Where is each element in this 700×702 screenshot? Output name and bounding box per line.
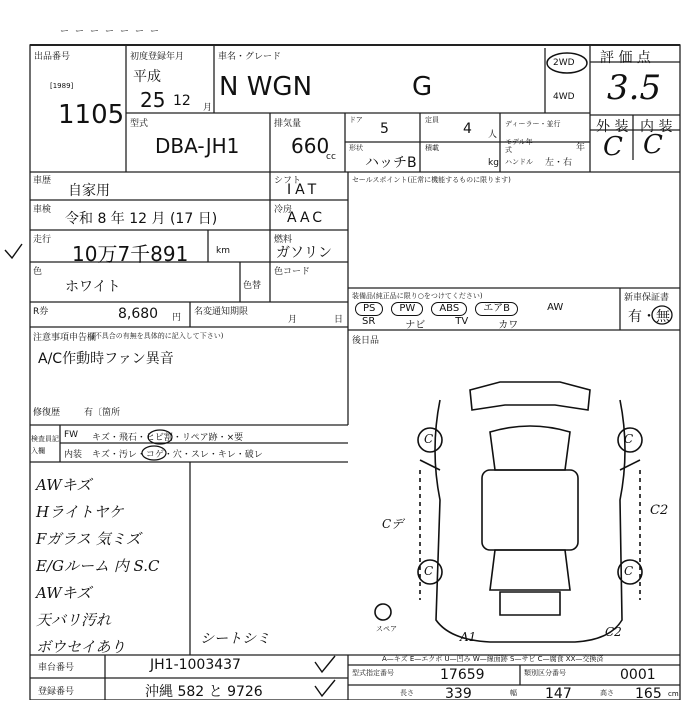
- dealer-label: ディーラー・並行: [505, 120, 561, 128]
- fw-label: FW: [64, 430, 79, 440]
- warranty-label: 新車保証書: [624, 293, 670, 303]
- notes-label: 注意事項申告欄: [33, 333, 97, 343]
- model-label: 型式: [130, 119, 149, 129]
- mark-a1: A1: [460, 630, 477, 644]
- handwritten-note: AWキズ: [36, 584, 92, 602]
- model-year-label: モデル年式: [505, 138, 533, 154]
- mark-rr: C: [624, 564, 634, 578]
- mileage-unit: km: [216, 246, 230, 256]
- handwritten-note: 天バリ汚れ: [36, 611, 112, 629]
- ac: AAC: [287, 210, 326, 226]
- mark-side: Cデ: [382, 517, 404, 531]
- displacement: 660: [291, 134, 330, 158]
- length-label: 長さ: [400, 689, 414, 697]
- width-label: 幅: [510, 689, 517, 697]
- notes-text: A/C作動時ファン異音: [38, 351, 174, 367]
- handwritten-note: Fガラス 気ミズ: [36, 530, 141, 548]
- recycle: 8,680: [118, 306, 159, 322]
- car-name: N WGN: [219, 72, 313, 102]
- day-label: 日: [334, 315, 344, 325]
- shift: IAT: [287, 182, 321, 198]
- equipment-item: ナビ: [405, 320, 426, 331]
- handle: 左・右: [545, 158, 573, 168]
- color-label: 色: [33, 267, 43, 277]
- notes-sublabel: (不具合の有無を具体的に記入して下さい): [92, 332, 224, 340]
- chassis-label: 車台番号: [38, 663, 75, 673]
- handwritten-note: ボウセイあり: [36, 638, 126, 656]
- exterior-grade: C: [603, 132, 623, 162]
- capacity: 4: [463, 121, 472, 137]
- equipment-item: カワ: [498, 320, 519, 331]
- lot-year: [1989]: [50, 82, 74, 90]
- interior-check-label: 内装: [64, 450, 83, 460]
- length: 339: [445, 686, 472, 702]
- drive-4wd: 4WD: [553, 92, 575, 102]
- handwritten-notes: [36, 472, 160, 661]
- model: DBA-JH1: [155, 134, 240, 158]
- ac-label: 冷房: [274, 205, 293, 215]
- equipment-item: TV: [455, 316, 469, 327]
- equipment-label: 装備品(純正品に限り○をつけてください): [352, 292, 483, 300]
- capacity-unit: 人: [488, 130, 498, 140]
- usage: 自家用: [68, 183, 110, 199]
- rear-seat-label: 後日品: [352, 336, 380, 346]
- era: 平成: [133, 69, 161, 85]
- fw-items: キズ・飛石・ヒビ割・リペア跡・×要: [92, 433, 244, 443]
- sales-point-label: セールスポイント(正常に機能するものに限ります): [352, 176, 511, 184]
- class-no: 0001: [620, 667, 656, 683]
- name-label: 車名・グレード: [218, 52, 282, 62]
- car-diagram: [375, 382, 642, 642]
- grade: G: [412, 72, 433, 102]
- lot-number: 1105: [58, 100, 125, 130]
- seat-note: シートシミ: [200, 631, 270, 647]
- top-strip: ーーーーーーー: [60, 27, 166, 37]
- usage-label: 車歴: [33, 176, 52, 186]
- shape-label: 形状: [349, 144, 363, 152]
- repair-value: 有〔箇所: [84, 408, 121, 418]
- mark-fr: C: [624, 432, 634, 446]
- equipment-item: PW: [391, 302, 423, 316]
- shift-label: シフト: [274, 176, 302, 186]
- handwritten-note: E/Gルーム 内 S.C: [36, 557, 160, 575]
- reg-year: 25: [140, 88, 166, 112]
- recycle-unit: 円: [172, 313, 182, 323]
- handwritten-note: Hライトヤケ: [36, 503, 124, 521]
- equipment-item: エアB: [475, 302, 518, 316]
- reg-label: 初度登録年月: [130, 52, 185, 62]
- door-label: ドア: [349, 116, 363, 124]
- repair-label: 修復歴: [33, 408, 61, 418]
- disp-unit: cc: [326, 152, 336, 162]
- capacity-label: 定員: [425, 116, 439, 124]
- color: ホワイト: [65, 279, 121, 295]
- equipment-item: PS: [355, 302, 383, 316]
- color-code-label: 色コード: [274, 267, 311, 277]
- equipment-item: AW: [547, 302, 564, 313]
- fuel: ガソリン: [276, 245, 332, 261]
- drive-2wd: 2WD: [553, 58, 575, 68]
- mark-fl: C: [424, 432, 434, 446]
- type-cert: 17659: [440, 667, 485, 683]
- equipment-item: ABS: [431, 302, 467, 316]
- height: 165: [635, 686, 662, 702]
- plate-label: 登録番号: [38, 687, 75, 697]
- spare-label: スペア: [376, 625, 397, 633]
- warranty: 有・無: [628, 309, 670, 325]
- equipment-item: SR: [362, 316, 376, 327]
- interior-items: キズ・汚レ・コゲ・穴・スレ・キレ・破レ: [92, 450, 263, 460]
- body-shape: ハッチB: [365, 155, 417, 171]
- title-deadline-label: 名変通知期限: [194, 307, 249, 317]
- load-label: 積載: [425, 144, 439, 152]
- inspection-label: 車検: [33, 205, 52, 215]
- month-label: 月: [288, 315, 298, 325]
- handle-label: ハンドル: [505, 158, 533, 166]
- mileage: 10万7千891: [72, 242, 189, 266]
- load-unit: kg: [488, 158, 499, 168]
- fuel-label: 燃料: [274, 235, 293, 245]
- plate: 沖縄 582 と 9726: [145, 684, 263, 700]
- score: 3.5: [607, 68, 662, 108]
- lot-label: 出品番号: [34, 52, 71, 62]
- chassis: JH1-1003437: [150, 657, 241, 673]
- exterior-label: 外 装: [596, 119, 629, 135]
- equipment-row2: [362, 316, 518, 331]
- interior-grade: C: [643, 130, 663, 160]
- month-unit: 月: [203, 103, 213, 113]
- color-change-label: 色替: [243, 281, 262, 291]
- class-label: 類別区分番号: [524, 669, 566, 677]
- mileage-label: 走行: [33, 235, 52, 245]
- height-label: 高さ: [600, 689, 614, 697]
- doors: 5: [380, 121, 389, 137]
- year-unit: 年: [576, 143, 586, 153]
- interior-label: 内 装: [640, 119, 673, 135]
- mark-c2-rear: C2: [605, 625, 622, 639]
- checker-label: 検査員記入欄: [31, 435, 59, 455]
- type-cert-label: 型式指定番号: [352, 669, 394, 677]
- disp-label: 排気量: [274, 119, 302, 129]
- width: 147: [545, 686, 572, 702]
- reg-month: 12: [173, 93, 191, 109]
- recycle-label: R券: [33, 307, 49, 317]
- mark-c2-right: C2: [650, 503, 669, 518]
- legend: A—キズ E—エクボ U—凹み W—線面跡 S—サビ C—腐食 XX—交換済: [382, 655, 604, 663]
- dim-unit: cm: [668, 690, 679, 698]
- handwritten-note: AWキズ: [36, 476, 92, 494]
- score-label: 評 価 点: [600, 50, 651, 66]
- mark-rl: C: [424, 564, 434, 578]
- inspection: 令和 8 年 12 月 (17 日): [65, 211, 218, 227]
- equipment-row1: [355, 302, 570, 316]
